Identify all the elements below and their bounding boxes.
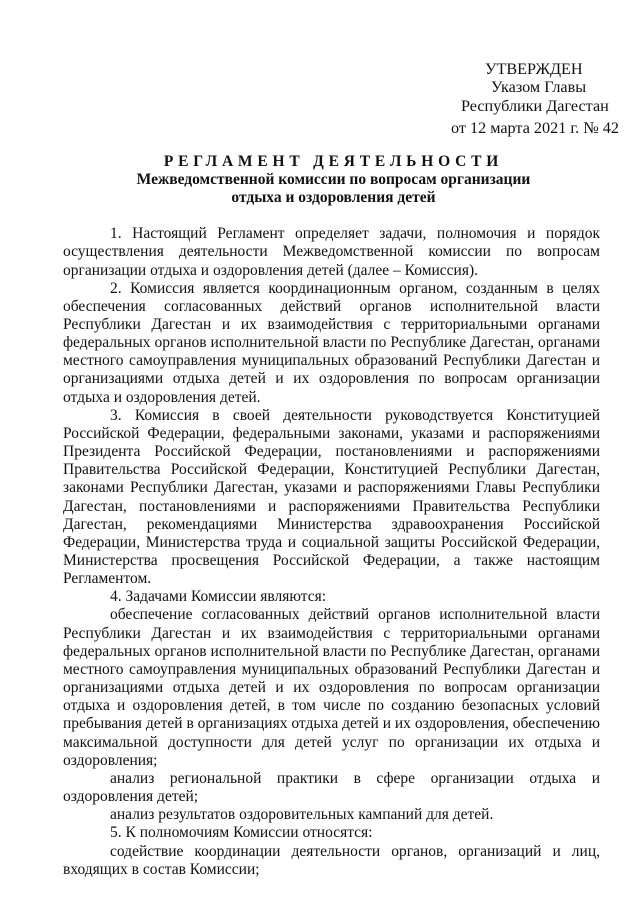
title-subtitle-line-1: Межведомственной комиссии по вопросам организации xyxy=(136,171,531,189)
paragraph-5-item-1: содействие координации деятельности органов, организаций и лиц, входящих в состав Комиссии; xyxy=(63,842,600,878)
document-body xyxy=(63,225,600,879)
approval-heading: УТВЕРЖДЕН xyxy=(485,60,583,78)
paragraph-4-item-2: анализ региональной практики в сфере организации отдыха и оздоровления детей; xyxy=(63,769,600,806)
paragraph-4-item-3: анализ результатов оздоровительных кампаний для детей. xyxy=(110,806,494,824)
approval-region: Республики Дагестан xyxy=(461,96,609,115)
approval-authority: Указом Главы xyxy=(491,78,587,97)
paragraph-4-heading: 4. Задачами Комиссии являются: xyxy=(110,588,327,606)
title-subtitle-line-2: отдыха и оздоровления детей xyxy=(231,189,436,207)
paragraph-5-heading: 5. К полномочиям Комиссии относятся: xyxy=(110,824,373,842)
approval-stamp xyxy=(425,60,619,137)
paragraph-4-item-1: обеспечение согласованных действий органов исполнительной власти Республики Дагестан и их взаимодействия с территориальными органами федеральных органов исполнительной власти по Республике Дагестан, органами местного самоуправления муниципальных образований Республики Дагестан и организациями отдыха детей и их оздоровления по вопросам организации отдыха и оздоровления детей, в том числе по созданию безопасных условий пребывания детей в организациях отдыха детей и их оздоровления, обеспечению максимальной доступности для детей услуг по организации их отдыха и оздоровления; xyxy=(63,606,600,769)
document-title xyxy=(63,153,604,207)
approval-date-number: от 12 марта 2021 г. № 42 xyxy=(451,118,619,137)
paragraph-2: 2. Комиссия является координационным органом, созданным в целях обеспечения согласованных действий органов исполнительной власти Республики Дагестан и их взаимодействия с территориальными органами федеральных органов исполнительной власти по Республике Дагестан, органами местного самоуправления муниципальных образований Республики Дагестан и организациями отдыха детей и их оздоровления по вопросам организации отдыха и оздоровления детей. xyxy=(63,279,600,406)
paragraph-3: 3. Комиссия в своей деятельности руководствуется Конституцией Российской Федерации, федеральными законами, указами и распоряжениями Президента Российской Федерации, постановлениями и распоряжениями Правительства Российской Федерации, Конституцией Республики Дагестан, законами Республики Дагестан, указами и распоряжениями Главы Республики Дагестан, постановлениями и распоряжениями Правительства Республики Дагестан, рекомендациями Министерства здравоохранения Российской Федерации, Министерства труда и социальной защиты Российской Федерации, Министерства просвещения Российской Федерации, а также настоящим Регламентом. xyxy=(63,406,600,588)
paragraph-1: 1. Настоящий Регламент определяет задачи, полномочия и порядок осуществления деятельности Межведомственной комиссии по вопросам организации отдыха и оздоровления детей (далее – Комиссия). xyxy=(63,225,600,279)
title-main: РЕГЛАМЕНТ ДЕЯТЕЛЬНОСТИ xyxy=(163,153,504,171)
